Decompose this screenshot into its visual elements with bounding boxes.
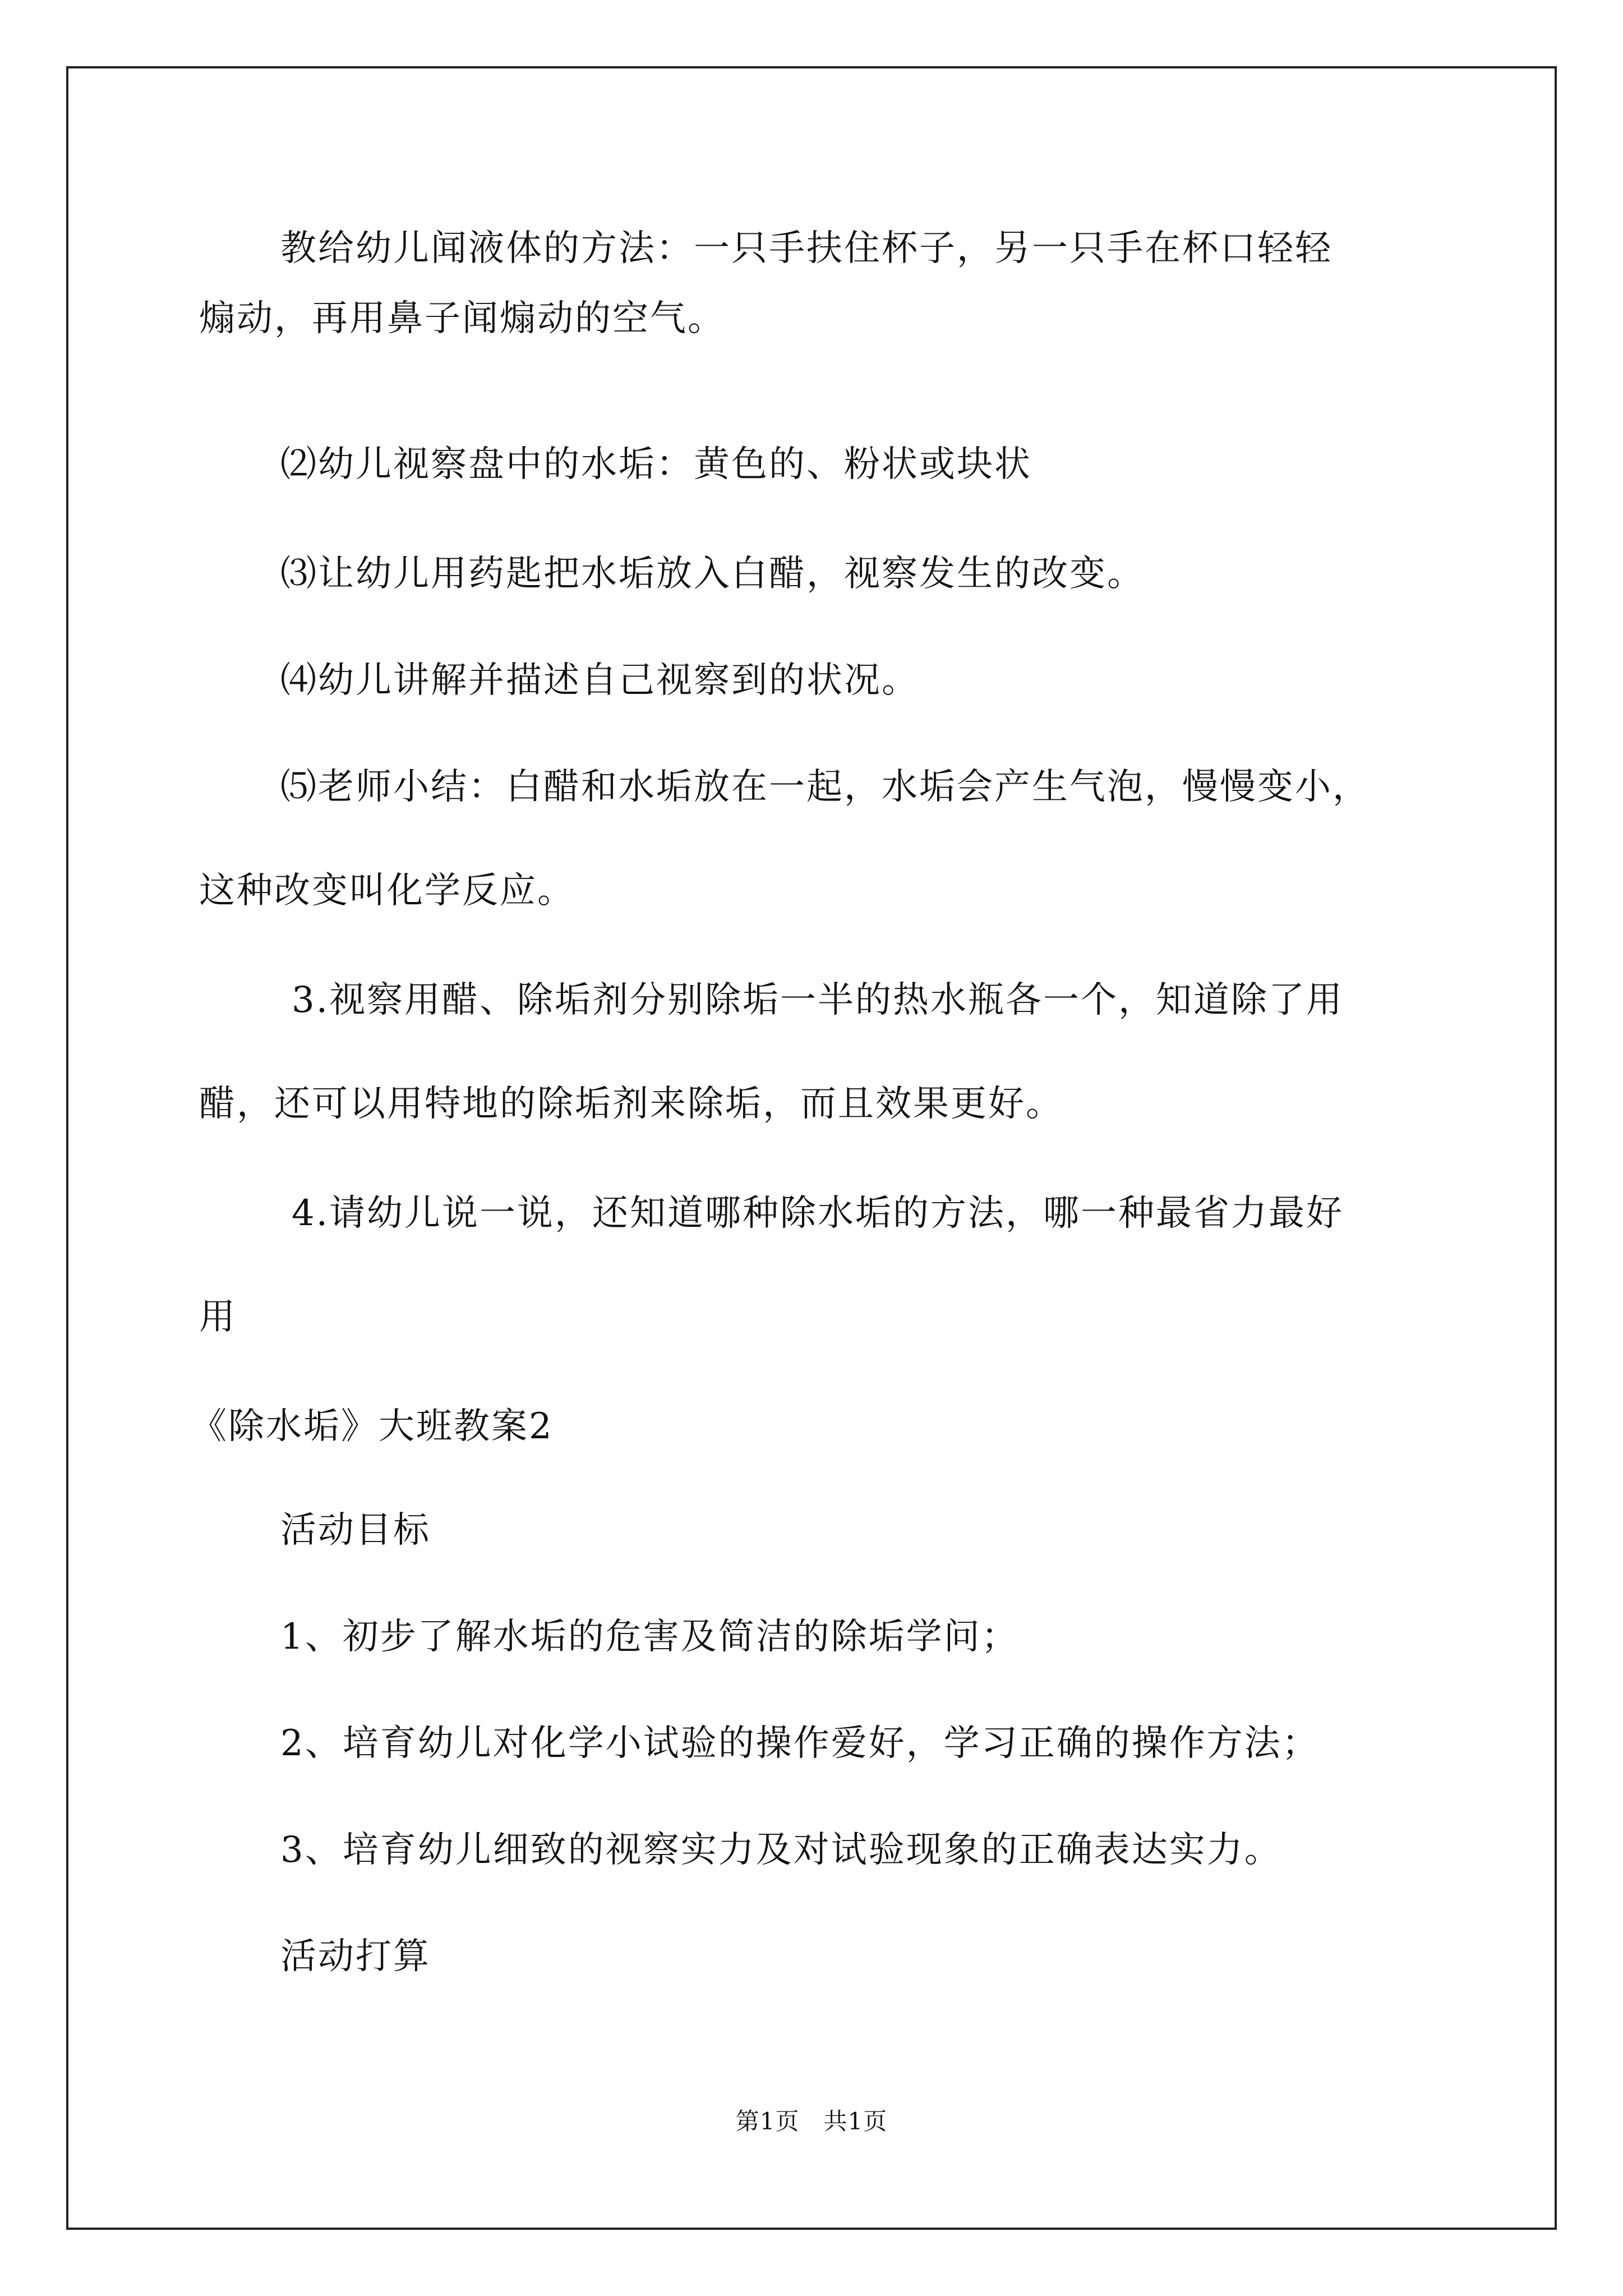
body-paragraph-line: ⑶让幼儿用药匙把水垢放入白醋，视察发生的改变。	[280, 553, 1145, 595]
body-paragraph-line: 4.请幼儿说一说，还知道哪种除水垢的方法，哪一种最省力最好	[292, 1193, 1344, 1234]
body-paragraph-line: ⑷幼儿讲解并描述自己视察到的状况。	[280, 660, 919, 701]
page-border	[66, 66, 1557, 2230]
subheading-activity-preparation: 活动打算	[280, 1936, 431, 1977]
body-paragraph-line: 这种改变叫化学反应。	[199, 870, 575, 912]
page-number-footer: 第1页 共1页	[735, 2108, 888, 2135]
body-paragraph-line: 3.视察用醋、除垢剂分别除垢一半的热水瓶各一个，知道除了用	[292, 979, 1344, 1021]
subheading-activity-goals: 活动目标	[280, 1510, 431, 1551]
body-paragraph-line: 教给幼儿闻液体的方法：一只手扶住杯子，另一只手在杯口轻轻	[280, 228, 1332, 269]
section-heading: 《除水垢》大班教案2	[191, 1406, 554, 1447]
body-paragraph-line: ⑸老师小结：白醋和水垢放在一起，水垢会产生气泡，慢慢变小，	[280, 766, 1370, 808]
body-paragraph-line: 醋，还可以用特地的除垢剂来除垢，而且效果更好。	[199, 1083, 1063, 1125]
list-item: 1、初步了解水垢的危害及简洁的除垢学问；	[280, 1616, 1019, 1658]
list-item: 2、培育幼儿对化学小试验的操作爱好，学习正确的操作方法；	[280, 1723, 1320, 1764]
list-item: 3、培育幼儿细致的视察实力及对试验现象的正确表达实力。	[280, 1829, 1282, 1871]
body-paragraph-line: 用	[199, 1296, 237, 1338]
body-paragraph-line: 煽动，再用鼻子闻煽动的空气。	[199, 298, 725, 339]
body-paragraph-line: ⑵幼儿视察盘中的水垢：黄色的、粉状或块状	[280, 444, 1032, 485]
